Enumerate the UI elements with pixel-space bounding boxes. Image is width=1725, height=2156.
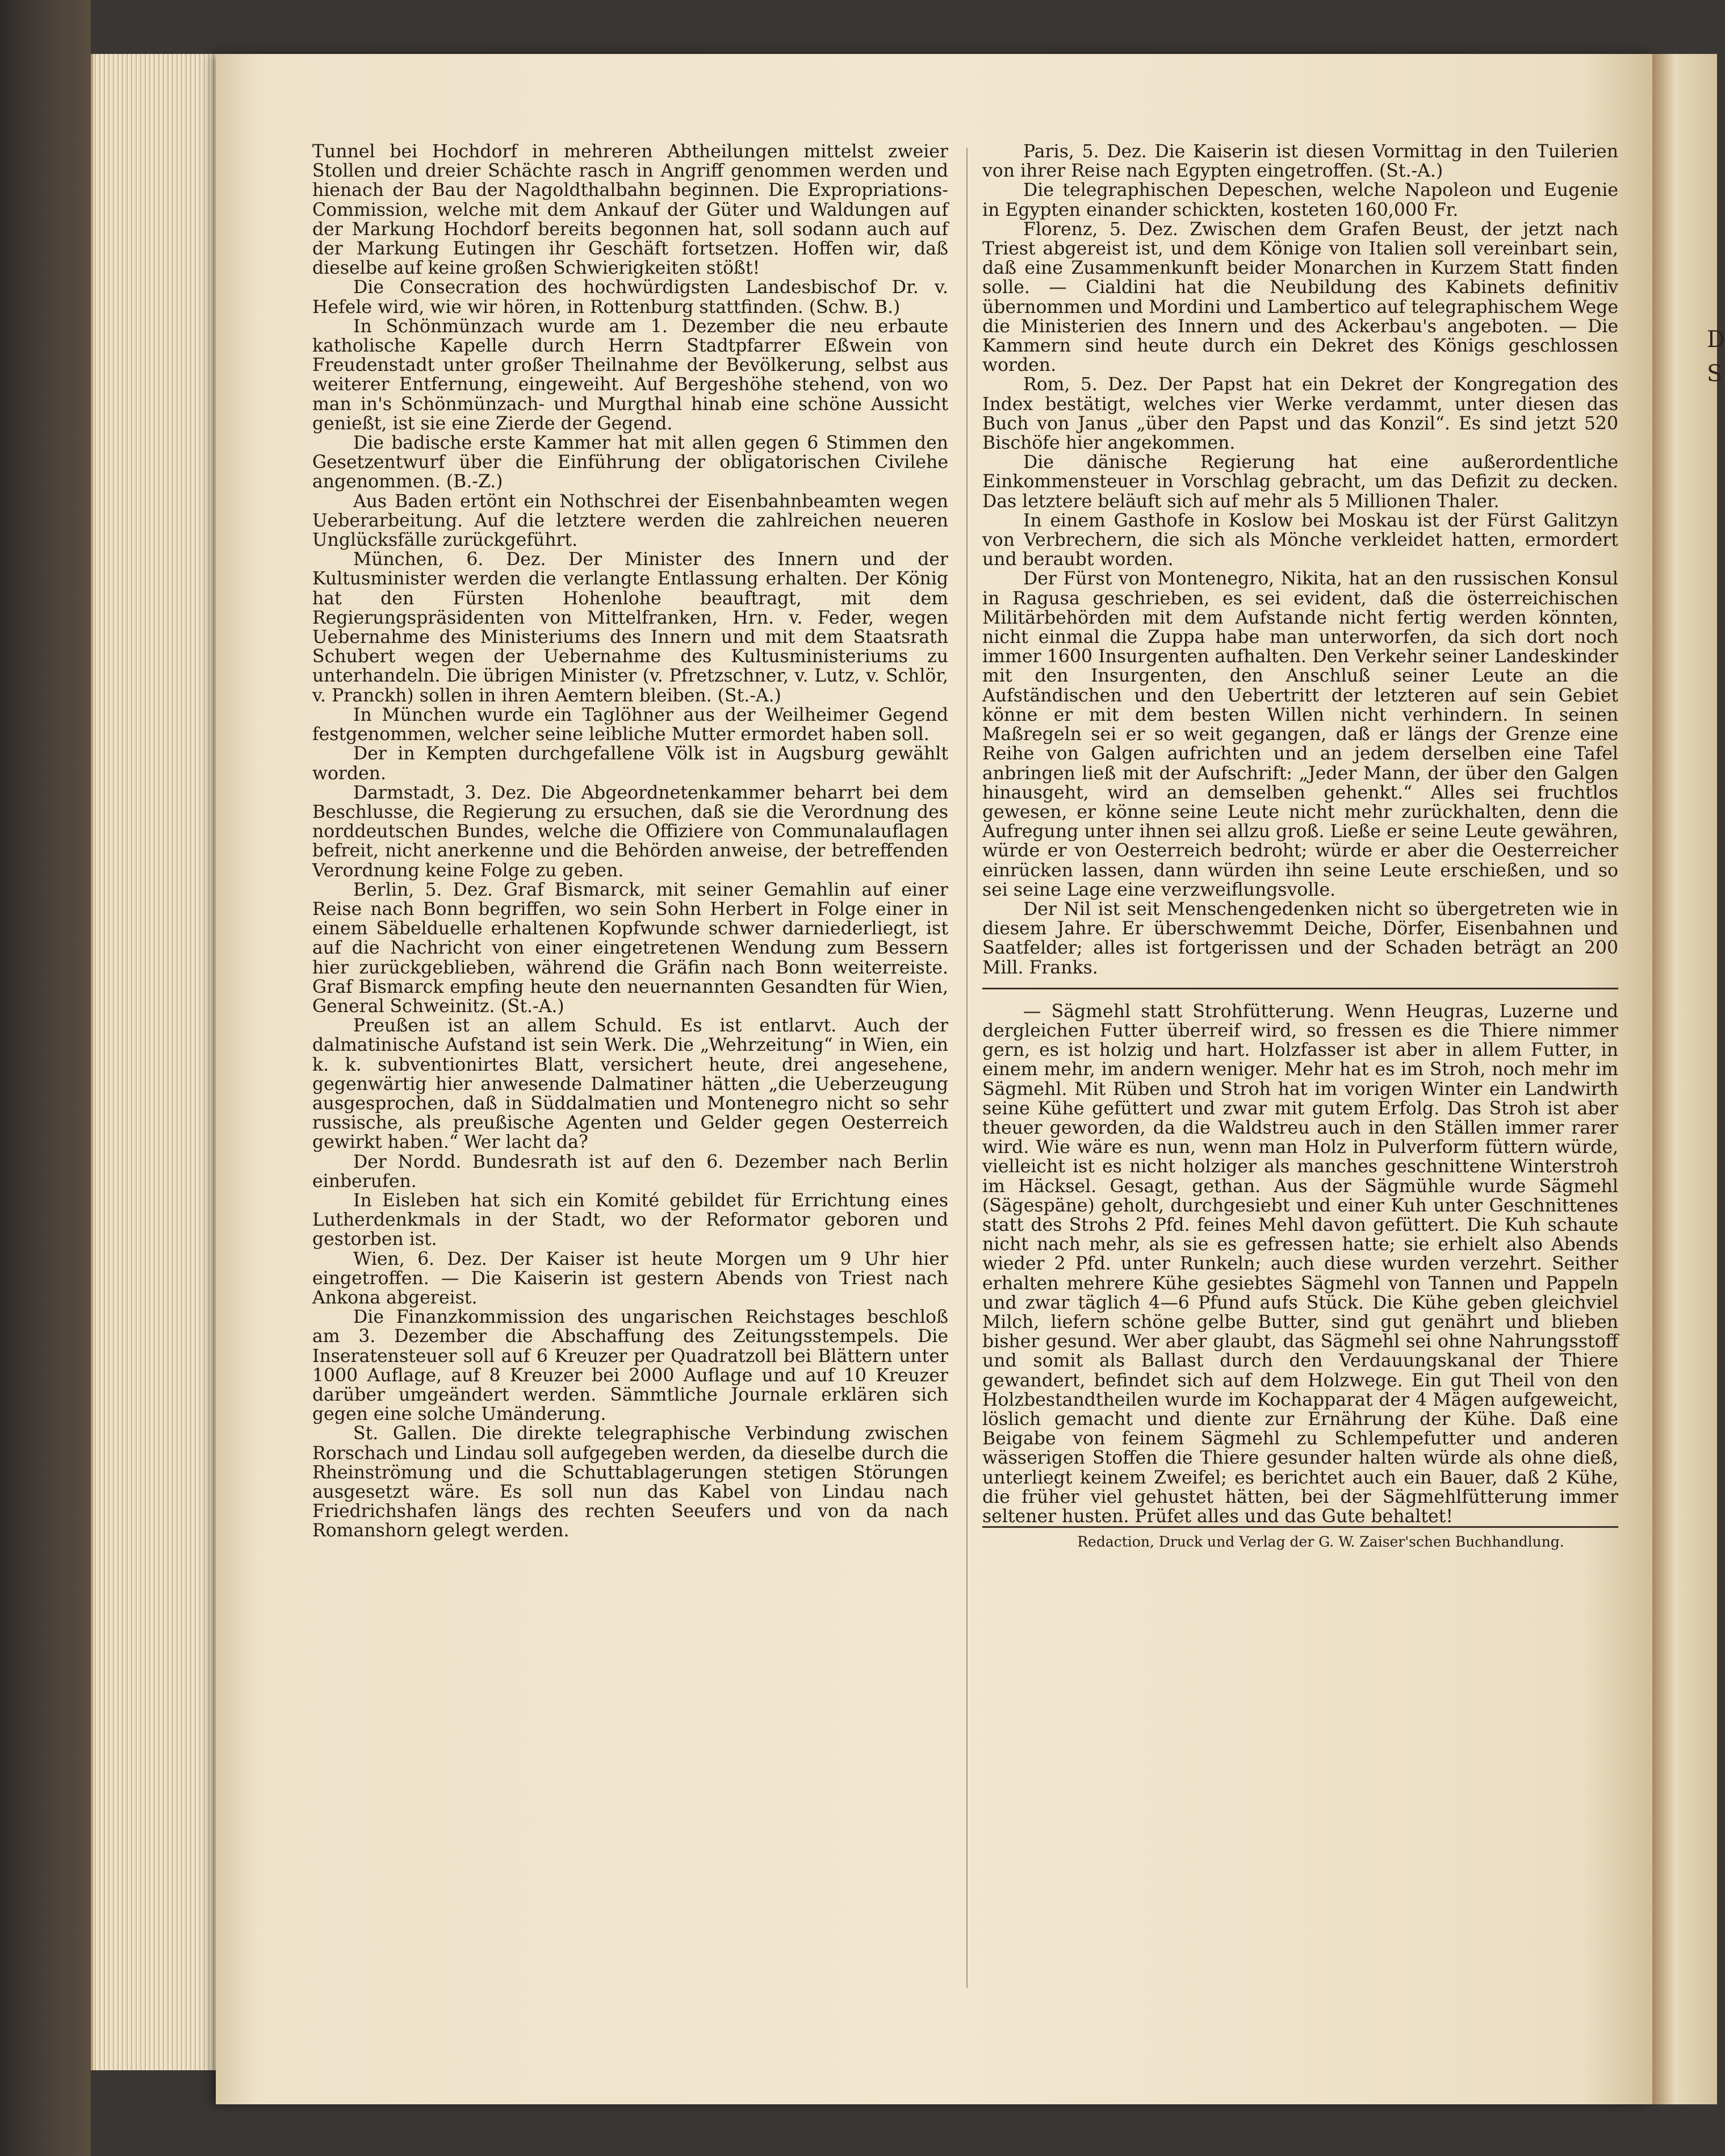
paragraph: In München wurde ein Taglöhner aus der Weilheimer Gegend festgenommen, welcher seine leibliche Mutter ermordet haben soll. (312, 704, 948, 745)
book-binding (0, 0, 91, 2156)
paragraph: Der Nil ist seit Menschengedenken nicht so übergetreten wie in diesem Jahre. Er überschwemmt Deiche, Dörfer, Eisenbahnen und Saatfelder; alles ist fortgerissen und der Schaden beträgt an 200 Mill. Franks. (982, 899, 1618, 978)
paragraph: — Sägmehl statt Strohfütterung. Wenn Heugras, Luzerne und dergleichen Futter überreif wird, so fressen es die Thiere nimmer gern, es ist holzig und hart. Holzfasser ist aber in allem Futter, in einem mehr, im andern weniger. Mehr hat es im Stroh, noch mehr im Sägmehl. Mit Rüben und Stroh hat im vorigen Winter ein Landwirth seine Kühe gefüttert und zwar mit gutem Erfolg. Das Stroh ist aber theuer geworden, da die Waldstreu auch in den Ställen immer rarer wird. Wie wäre es nun, wenn man Holz in Pulverform füttern würde, vielleicht ist es nicht holziger als manches geschnittene Winterstroh im Häcksel. Gesagt, gethan. Aus der Sägmühle wurde Sägmehl (Sägespäne) geholt, durchgesiebt und einer Kuh unter Geschnittenes statt des Strohs 2 Pfd. feines Mehl davon gefüttert. Die Kuh schaute nicht nach mehr, als sie es gefressen hatte; sie erhielt also Abends wieder 2 Pfd. unter Runkeln; auch diese wurden verzehrt. Seither erhalten mehrere Kühe gesiebtes Sägmehl von Tannen und Pappeln und zwar täglich 4—6 Pfund aufs Stück. Die Kühe geben gleichviel Milch, liefern schöne gelbe Butter, sind gut genährt und blieben bisher gesund. Wer aber glaubt, das Sägmehl sei ohne Nahrungsstoff und somit als Ballast durch den Verdauungskanal der Thiere gewandert, befindet sich auf dem Holzwege. Ein gut Theil von den Holzbestandtheilen wurde im Kochapparat der 4 Mägen aufgeweicht, löslich gemacht und diente zur Ernährung der Kühe. Daß eine Beigabe von feinem Sägmehl zu Schlempefutter und anderen wässerigen Stoffen die Thiere gesunder halten würde als ohne dieß, unterliegt keinem Zweifel; es berichtet auch ein Bauer, daß 2 Kühe, die früher viel gehustet hätten, bei der Sägmehlfütterung immer seltener husten. Prüfet alles und das Gute behaltet! (982, 1001, 1618, 1527)
paragraph: Der in Kempten durchgefallene Völk ist in Augsburg gewählt worden. (312, 743, 948, 784)
article-separator (982, 988, 1618, 989)
imprint-line: Redaction, Druck und Verlag der G. W. Zaiser'schen Buchhandlung. (982, 1526, 1618, 1551)
left-column (312, 142, 948, 1541)
margin-mark: D (1707, 327, 1725, 353)
paragraph: Die dänische Regierung hat eine außerordentliche Einkommensteuer in Vorschlag gebracht, um das Defizit zu decken. Das letztere beläuft sich auf mehr als 5 Millionen Thaler. (982, 452, 1618, 512)
paragraph: Die badische erste Kammer hat mit allen gegen 6 Stimmen den Gesetzentwurf über die Einführung der obligatorischen Civilehe angenommen. (B.-Z.) (312, 433, 948, 492)
paragraph: Aus Baden ertönt ein Nothschrei der Eisenbahnbeamten wegen Ueberarbeitung. Auf die letztere werden die zahlreichen neueren Unglücksfälle zurückgeführt. (312, 491, 948, 551)
page-edges (91, 54, 224, 2070)
facing-page-edge (1652, 54, 1725, 2104)
paragraph: St. Gallen. Die direkte telegraphische Verbindung zwischen Rorschach und Lindau soll aufgegeben werden, da dieselbe durch die Rheinströmung und die Schuttablagerungen stetigen Störungen ausgesetzt wäre. Es soll nun das Kabel von Lindau nach Friedrichshafen längs des rechten Seeufers und von da nach Romanshorn gelegt werden. (312, 1423, 948, 1541)
paragraph: Florenz, 5. Dez. Zwischen dem Grafen Beust, der jetzt nach Triest abgereist ist, und dem Könige von Italien soll vereinbart sein, daß eine Zusammenkunft beider Monarchen in Kurzem Statt finden solle. — Cialdini hat die Neubildung des Kabinets definitiv übernommen und Mordini und Lambertico auf telegraphischem Wege die Ministerien des Innern und des Ackerbau's angeboten. — Die Kammern sind heute durch ein Dekret des Königs geschlossen worden. (982, 219, 1618, 376)
paragraph: In Eisleben hat sich ein Komité gebildet für Errichtung eines Lutherdenkmals in der Stadt, wo der Reformator geboren und gestorben ist. (312, 1190, 948, 1250)
paragraph: In Schönmünzach wurde am 1. Dezember die neu erbaute katholische Kapelle durch Herrn Stadtpfarrer Eßwein von Freudenstadt unter großer Theilnahme der Bevölkerung, selbst aus weiterer Entfernung, eingeweiht. Auf Bergeshöhe stehend, von wo man in's Schönmünzach- und Murgthal hinab eine schöne Aussicht genießt, ist sie eine Zierde der Gegend. (312, 316, 948, 434)
paragraph: Tunnel bei Hochdorf in mehreren Abtheilungen mittelst zweier Stollen und dreier Schächte rasch in Angriff genommen werden und hienach der Bau der Nagoldthalbahn beginnen. Die Expropriations-Commission, welche mit dem Ankauf der Güter und Waldungen auf der Markung Hochdorf bereits begonnen hat, soll sodann auch auf der Markung Eutingen ihr Geschäft fortsetzen. Hoffen wir, daß dieselbe auf keine großen Schwierigkeiten stößt! (312, 141, 948, 279)
paragraph: Wien, 6. Dez. Der Kaiser ist heute Morgen um 9 Uhr hier eingetroffen. — Die Kaiserin ist gestern Abends von Triest nach Ankona abgereist. (312, 1248, 948, 1308)
paragraph: Der Nordd. Bundesrath ist auf den 6. Dezember nach Berlin einberufen. (312, 1151, 948, 1192)
paragraph: Der Fürst von Montenegro, Nikita, hat an den russischen Konsul in Ragusa geschrieben, es sei evident, daß die österreichischen Militärbehörden mit dem Aufstande nicht fertig werden könnten, nicht einmal die Zuppa habe man unterworfen, da sich dort noch immer 1600 Insurgenten aufhalten. Den Verkehr seiner Landeskinder mit den Insurgenten, den Anschluß seiner Leute an die Aufständischen und den Uebertritt der letzteren auf sein Gebiet könne er mit dem besten Willen nicht verhindern. In seinen Maßregeln sei er so weit gegangen, daß er längs der Grenze eine Reihe von Galgen aufrichten und an jedem derselben eine Tafel anbringen ließ mit der Aufschrift: „Jeder Mann, der über den Galgen hinausgeht, wird an demselben gehenkt.“ Alles sei fruchtlos gewesen, er könne seine Leute nicht mehr zurückhalten, denn die Aufregung unter ihnen sei allzu groß. Ließe er seine Leute gewähren, würde er von Oesterreich bedroht; würde er aber die Oesterreicher einrücken lassen, dann würden ihn seine Leute erschießen, und so sei seine Lage eine verzweiflungsvolle. (982, 569, 1618, 900)
paragraph: Rom, 5. Dez. Der Papst hat ein Dekret der Kongregation des Index bestätigt, welches vier Werke verdammt, unter diesen das Buch von Janus „über den Papst und das Konzil“. Es sind jetzt 520 Bischöfe hier angekommen. (982, 374, 1618, 454)
paragraph: Preußen ist an allem Schuld. Es ist entlarvt. Auch der dalmatinische Aufstand ist sein Werk. Die „Wehrzeitung“ in Wien, ein k. k. subventionirtes Blatt, versichert heute, drei angesehene, gegenwärtig hier anwesende Dalmatiner hätten „die Ueberzeugung ausgesprochen, daß in Süddalmatien und Montenegro nicht so sehr russische, als preußische Agenten und Gelder gegen Oesterreich gewirkt haben.“ Wer lacht da? (312, 1016, 948, 1153)
text-columns (312, 141, 1618, 1994)
paragraph: In einem Gasthofe in Koslow bei Moskau ist der Fürst Galitzyn von Verbrechern, die sich als Mönche verkleidet hatten, ermordert und beraubt worden. (982, 510, 1618, 570)
paragraph: Die Finanzkommission des ungarischen Reichstages beschloß am 3. Dezember die Abschaffung des Zeitungsstempels. Die Inseratensteuer soll auf 6 Kreuzer per Quadratzoll bei Blättern unter 1000 Auflage, auf 8 Kreuzer bei 2000 Auflage und auf 10 Kreuzer darüber umgeändert werden. Sämmtliche Journale erklären sich gegen eine solche Umänderung. (312, 1307, 948, 1425)
right-column (982, 142, 1618, 1551)
paragraph: München, 6. Dez. Der Minister des Innern und der Kultusminister werden die verlangte Entlassung erhalten. Der König hat den Fürsten Hohenlohe beauftragt, mit dem Regierungspräsidenten von Mittelfranken, Hrn. v. Feder, wegen Uebernahme des Ministeriums des Innern und mit dem Staatsrath Schubert wegen der Uebernahme des Kultusministeriums zu unterhandeln. Die übrigen Minister (v. Pfretzschner, v. Lutz, v. Schlör, v. Pranckh) sollen in ihren Aemtern bleiben. (St.-A.) (312, 549, 948, 706)
paragraph: Berlin, 5. Dez. Graf Bismarck, mit seiner Gemahlin auf einer Reise nach Bonn begriffen, wo sein Sohn Herbert in Folge einer in einem Säbelduelle erhaltenen Kopfwunde schwer darniederliegt, ist auf die Nachricht von einer eingetretenen Wendung zum Bessern hier zurückgeblieben, während die Gräfin nach Bonn weiterreiste. Graf Bismarck empfing heute den neuernannten Gesandten für Wien, General Schweinitz. (St.-A.) (312, 879, 948, 1017)
paragraph: Paris, 5. Dez. Die Kaiserin ist diesen Vormittag in den Tuilerien von ihrer Reise nach Egypten eingetroffen. (St.-A.) (982, 141, 1618, 182)
margin-mark: S (1707, 361, 1723, 387)
paragraph: Die Consecration des hochwürdigsten Landesbischof Dr. v. Hefele wird, wie wir hören, in Rottenburg stattfinden. (Schw. B.) (312, 277, 948, 317)
paragraph: Darmstadt, 3. Dez. Die Abgeordnetenkammer beharrt bei dem Beschlusse, die Regierung zu ersuchen, daß sie die Verordnung des norddeutschen Bundes, welche die Offiziere von Communalauflagen befreit, nicht anerkenne und die Behörden anweise, der betreffenden Verordnung keine Folge zu geben. (312, 782, 948, 881)
paragraph: Die telegraphischen Depeschen, welche Napoleon und Eugenie in Egypten einander schickten, kosteten 160,000 Fr. (982, 180, 1618, 220)
column-divider (966, 148, 968, 1988)
